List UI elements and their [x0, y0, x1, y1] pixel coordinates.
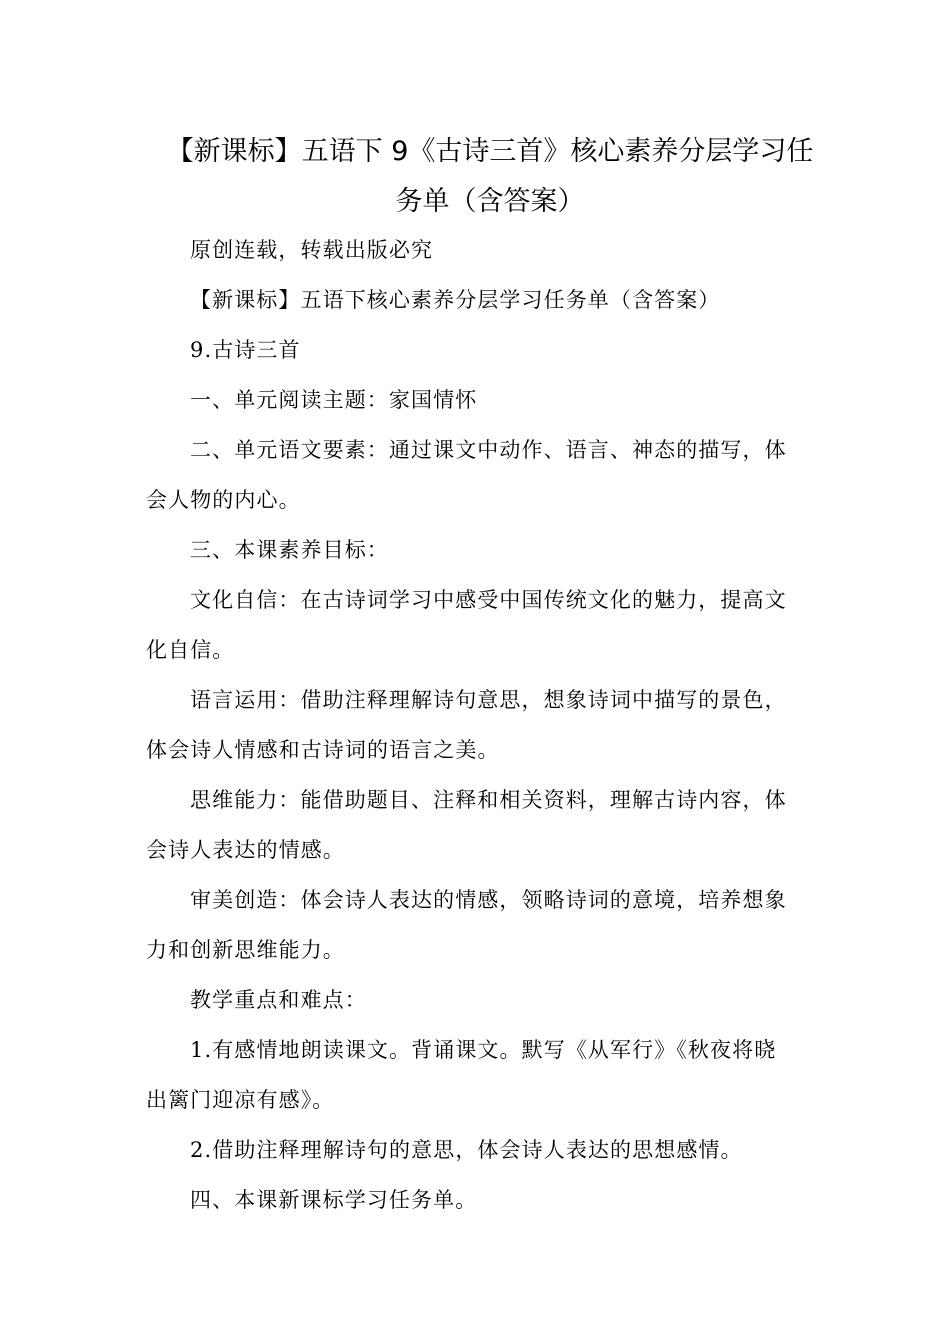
goal-culture-line-1: 文化自信：在古诗词学习中感受中国传统文化的魅力，提高文 [190, 588, 787, 612]
goal-culture-line-2: 化自信。 [146, 638, 235, 662]
subtitle: 【新课标】五语下核心素养分层学习任务单（含答案） [190, 288, 721, 312]
key-points-heading: 教学重点和难点： [190, 988, 367, 1012]
language-element-line-2: 会人物的内心。 [146, 488, 301, 512]
lesson-title: 9.古诗三首 [190, 338, 301, 362]
goal-language-line-2: 体会诗人情感和古诗词的语言之美。 [146, 738, 500, 762]
goal-aesthetic-line-2: 力和创新思维能力。 [146, 938, 345, 962]
key-point-2: 2.借助注释理解诗句的意思，体会诗人表达的思想感情。 [190, 1138, 743, 1162]
goal-thinking-line-1: 思维能力：能借助题目、注释和相关资料，理解古诗内容，体 [190, 788, 787, 812]
goal-thinking-line-2: 会诗人表达的情感。 [146, 838, 345, 862]
reading-theme: 一、单元阅读主题：家国情怀 [190, 388, 478, 412]
key-point-1-line-2: 出篱门迎凉有感》。 [146, 1088, 335, 1112]
document-title-line-2: 务单（含答案） [395, 186, 585, 217]
task-heading: 四、本课新课标学习任务单。 [190, 1188, 478, 1212]
key-point-1-line-1: 1.有感情地朗读课文。背诵课文。默写《从军行》《秋夜将晓 [190, 1038, 777, 1062]
document-title-line-1: 【新课标】五语下 9《古诗三首》核心素养分层学习任 [166, 136, 814, 167]
goal-language-line-1: 语言运用：借助注释理解诗句意思，想象诗词中描写的景色， [190, 688, 787, 712]
goal-aesthetic-line-1: 审美创造：体会诗人表达的情感，领略诗词的意境，培养想象 [190, 888, 787, 912]
copyright-notice: 原创连载，转载出版必究 [190, 238, 434, 262]
language-element-line-1: 二、单元语文要素：通过课文中动作、语言、神态的描写，体 [190, 438, 787, 462]
goals-heading: 三、本课素养目标： [190, 538, 389, 562]
